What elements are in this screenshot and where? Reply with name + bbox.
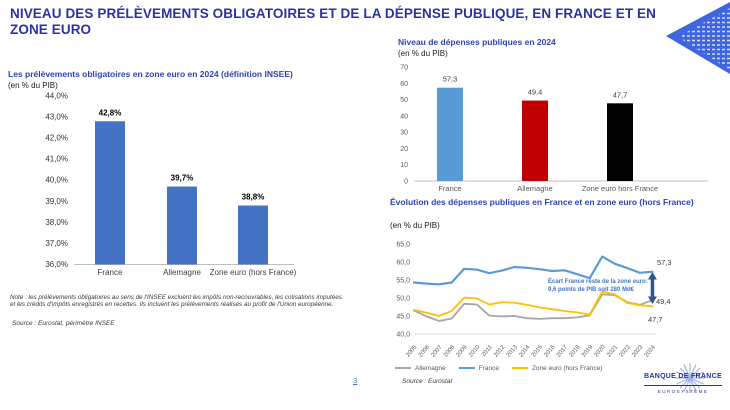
chart1-category-Zone euro (hors France): Zone euro (hors France): [209, 268, 297, 277]
svg-text:2014: 2014: [518, 344, 532, 359]
legend-label: Zone euro (hors France): [531, 365, 603, 372]
legend-label: Allemagne: [415, 365, 446, 372]
svg-text:38,8%: 38,8%: [241, 192, 265, 202]
svg-text:2007: 2007: [430, 344, 444, 359]
svg-text:43,0%: 43,0%: [45, 112, 68, 122]
legend-swatch: [395, 367, 411, 369]
legend-label: France: [478, 365, 499, 372]
legend-item-France: [459, 365, 499, 372]
svg-text:40,0%: 40,0%: [45, 175, 68, 185]
chart1-title: Les prélèvements obligatoires en zone euro en 2024 (définition INSEE): [8, 69, 293, 79]
legend-item-Zone euro (hors France): [512, 365, 602, 372]
bar-chart-depenses-2024: [390, 38, 725, 198]
svg-text:57,3: 57,3: [657, 258, 672, 267]
chart2-plot: [390, 38, 725, 198]
chart3-subtitle: (en % du PIB): [390, 221, 440, 230]
svg-text:2006: 2006: [417, 344, 432, 359]
legend-item-Allemagne: [395, 365, 446, 372]
gap-annotation: [548, 279, 654, 294]
page-title-line1: NIVEAU DES PRÉLÈVEMENTS OBLIGATOIRES ET DE LA DÉPENSE PUBLIQUE, EN FRANCE ET EN: [10, 6, 656, 21]
chart1-category-France: France: [97, 268, 123, 277]
svg-text:2019: 2019: [581, 344, 595, 359]
svg-text:39,7%: 39,7%: [170, 173, 194, 183]
bar-Zone euro hors France: [607, 103, 633, 181]
svg-text:10: 10: [400, 162, 408, 170]
logo-rule: [644, 385, 722, 386]
chart1-note: Note : les prélèvements obligatoires au sens de l'INSEE excluent les impôts non-recouvrables, les cotisations imputées et les crédits d'impôts enregistrés en recettes. Ils incluent les prélèvements réalisés au profit de l'Union européenne.: [10, 294, 342, 309]
svg-text:39,0%: 39,0%: [45, 196, 68, 206]
page-title: [10, 6, 710, 38]
banque-de-france-logo: [638, 364, 730, 408]
gap-annotation-line1: Écart France reste de la zone euro:: [548, 279, 648, 285]
svg-text:42,8%: 42,8%: [98, 108, 122, 118]
chart1-subtitle: (en % du PIB): [8, 81, 58, 90]
chart1-source: Source : Eurostat, périmètre INSEE: [12, 320, 115, 327]
svg-text:30: 30: [400, 129, 408, 137]
bar-France: [95, 121, 125, 264]
line-Allemagne: [414, 294, 652, 321]
svg-text:2021: 2021: [606, 344, 620, 359]
page-number[interactable]: 3: [353, 376, 358, 385]
logo-name: BANQUE DE FRANCE: [644, 373, 722, 380]
svg-text:50,0: 50,0: [396, 295, 410, 303]
svg-text:2020: 2020: [593, 344, 607, 359]
bar-chart-prelevements: [8, 70, 353, 305]
svg-text:Allemagne: Allemagne: [517, 184, 553, 193]
chart2-title: Niveau de dépenses publiques en 2024: [398, 37, 556, 47]
svg-text:44,0%: 44,0%: [45, 91, 68, 101]
svg-text:65,0: 65,0: [396, 241, 410, 249]
svg-text:2012: 2012: [493, 344, 507, 359]
svg-text:36,0%: 36,0%: [45, 259, 68, 269]
logo-subtitle: EUROSYSTÈME: [657, 389, 709, 394]
chart2-svg: [390, 38, 725, 198]
chart2-subtitle: (en % du PIB): [398, 49, 448, 58]
svg-text:2023: 2023: [631, 344, 645, 359]
svg-text:2008: 2008: [442, 344, 457, 359]
svg-text:49,4: 49,4: [527, 87, 543, 97]
chart1-plot: [8, 70, 353, 305]
svg-text:41,0%: 41,0%: [45, 154, 68, 164]
svg-text:55,0: 55,0: [396, 277, 410, 285]
bar-Allemagne: [167, 187, 197, 265]
gap-annotation-line2: 9,6 points de PIB soit 280 Md€: [548, 286, 635, 293]
line-Zone euro (hors France): [414, 292, 652, 317]
svg-text:40,0: 40,0: [396, 331, 410, 339]
svg-text:47,7: 47,7: [612, 90, 628, 100]
svg-text:40: 40: [400, 113, 408, 121]
bar-Allemagne: [522, 101, 548, 181]
svg-text:2009: 2009: [455, 344, 469, 359]
svg-text:57,3: 57,3: [442, 74, 458, 84]
svg-text:45,0: 45,0: [396, 313, 410, 321]
svg-text:70: 70: [400, 64, 408, 72]
svg-text:2022: 2022: [618, 344, 632, 359]
svg-text:2015: 2015: [530, 344, 545, 359]
svg-text:38,0%: 38,0%: [45, 217, 68, 227]
chart1-category-Allemagne: Allemagne: [163, 268, 201, 277]
svg-text:49,4: 49,4: [656, 297, 671, 306]
svg-text:Zone euro hors France: Zone euro hors France: [581, 184, 659, 193]
legend-swatch: [512, 367, 528, 369]
svg-text:2010: 2010: [468, 344, 482, 359]
svg-text:37,0%: 37,0%: [45, 238, 68, 248]
svg-text:60: 60: [400, 80, 408, 88]
bar-France: [437, 88, 463, 181]
svg-text:2016: 2016: [543, 344, 557, 359]
page-title-line2: ZONE EURO: [10, 22, 92, 38]
svg-text:2018: 2018: [568, 344, 582, 359]
svg-text:2011: 2011: [480, 344, 494, 359]
svg-text:60,0: 60,0: [396, 259, 410, 267]
bar-Zone euro (hors France): [238, 206, 268, 265]
svg-text:2013: 2013: [505, 344, 519, 359]
chart3-legend: [395, 365, 602, 372]
svg-text:50: 50: [400, 97, 408, 105]
chart3-source: Source : Eurostat: [402, 378, 453, 385]
svg-text:47,7: 47,7: [648, 315, 663, 324]
legend-swatch: [459, 367, 475, 369]
svg-text:2024: 2024: [643, 344, 657, 359]
svg-text:0: 0: [404, 178, 408, 186]
svg-text:France: France: [438, 184, 462, 193]
chart3-title: Évolution des dépenses publiques en France et en zone euro (hors France): [390, 197, 694, 207]
svg-text:20: 20: [400, 145, 408, 153]
svg-text:2005: 2005: [405, 344, 419, 359]
svg-text:2017: 2017: [555, 344, 570, 359]
svg-text:42,0%: 42,0%: [45, 133, 68, 143]
